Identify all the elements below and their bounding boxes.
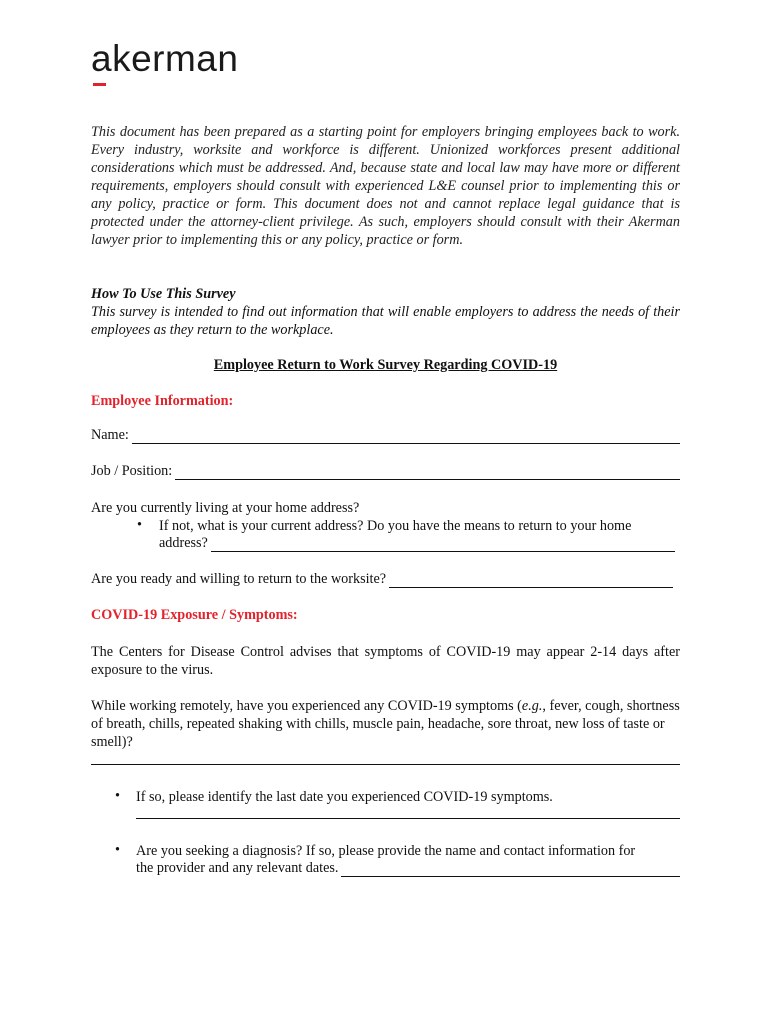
job-row <box>91 463 680 480</box>
symptoms-text-end: , fever, cough, shortness of breath, chills, repeated shaking with chills, muscle pain, headache, sore throat, new loss of taste or smell)? <box>91 698 680 750</box>
address-label: address? <box>159 535 208 551</box>
how-to-text: This survey is intended to find out information that will enable employers to address the needs of their employees as they return to the workplace. <box>91 304 680 338</box>
symptoms-eg: e.g. <box>521 698 543 714</box>
how-to-title: How To Use This Survey <box>91 286 236 302</box>
logo-wordmark: akerman <box>91 38 239 79</box>
name-label: Name: <box>91 427 129 443</box>
bullet-icon: • <box>137 517 142 533</box>
cdc-paragraph: The Centers for Disease Control advises that symptoms of COVID-19 may appear 2-14 days after exposure to the virus. <box>91 644 680 678</box>
survey-title: Employee Return to Work Survey Regarding COVID-19 <box>213 357 558 373</box>
ready-question: Are you ready and willing to return to the worksite? <box>91 571 387 587</box>
diagnosis-provider-label: the provider and any relevant dates. <box>136 860 339 876</box>
home-address-question: Are you currently living at your home address? <box>91 500 360 516</box>
last-date-question: If so, please identify the last date you experienced COVID-19 symptoms. <box>136 789 553 805</box>
last-date-field[interactable] <box>136 818 680 819</box>
symptoms-text-start: While working remotely, have you experienced any COVID-19 symptoms ( <box>91 698 522 714</box>
akerman-logo <box>91 40 238 77</box>
symptoms-answer-field[interactable] <box>91 764 680 765</box>
current-address-question: If not, what is your current address? Do you have the means to return to your home <box>159 518 632 534</box>
exposure-heading: COVID-19 Exposure / Symptoms: <box>91 607 298 623</box>
job-field[interactable] <box>175 465 680 480</box>
name-row <box>91 427 680 444</box>
ready-field[interactable] <box>389 573 673 588</box>
job-label: Job / Position: <box>91 463 173 479</box>
diagnosis-field[interactable] <box>341 862 680 877</box>
current-address-field[interactable] <box>211 537 675 552</box>
disclaimer-paragraph: This document has been prepared as a starting point for employers bringing employees back to work. Every industry, worksite and workforce is different. Unionized workforces present additional considerations which must be addressed. And, because state and local law may have more or different requirements, employers should consult with experienced L&E counsel prior to implementing this or any policy, practice or form. This document does not and cannot replace legal guidance that is protected under the attorney-client privilege. As such, employers should consult with their Akerman lawyer prior to implementing this or any policy, practice or form. <box>91 124 680 248</box>
name-field[interactable] <box>132 429 680 444</box>
bullet-icon: • <box>115 788 120 804</box>
bullet-icon: • <box>115 842 120 858</box>
current-address-row <box>159 535 675 552</box>
symptoms-question <box>91 697 680 751</box>
employee-info-heading: Employee Information: <box>91 393 234 409</box>
diagnosis-question: Are you seeking a diagnosis? If so, please provide the name and contact information for <box>136 843 636 859</box>
ready-row <box>91 571 673 588</box>
logo-accent-mark <box>93 83 106 86</box>
diagnosis-row <box>136 860 680 877</box>
